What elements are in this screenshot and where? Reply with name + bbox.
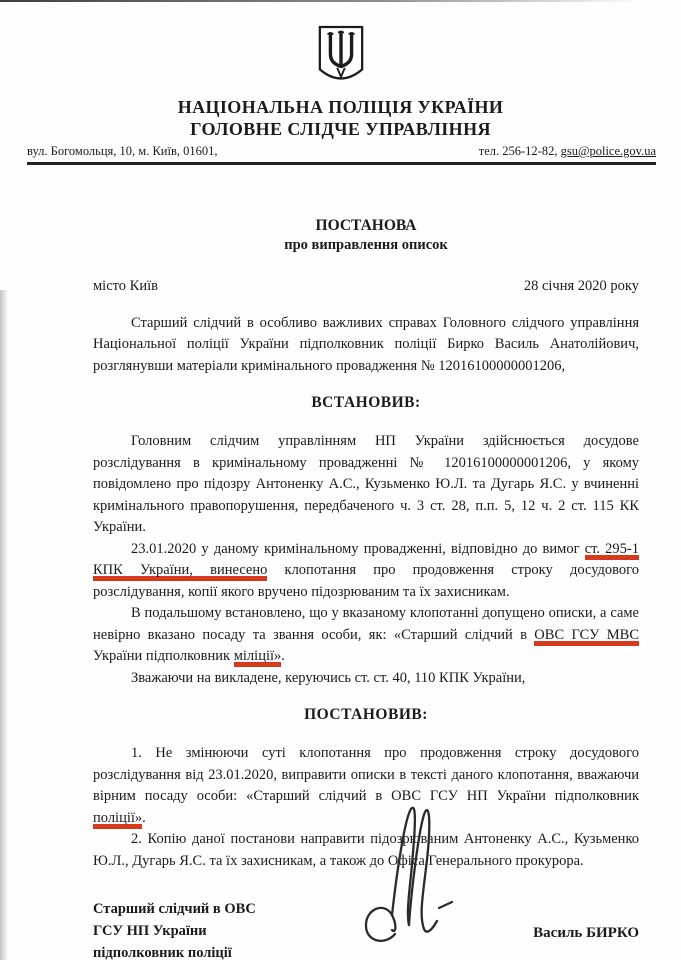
section-heading-established: ВСТАНОВИВ: — [311, 394, 421, 412]
section-heading-resolved: ПОСТАНОВИВ: — [304, 706, 428, 724]
red-marker-underline-segment: ст. 295-1 КПК України, винесено — [93, 541, 639, 582]
letterhead — [0, 0, 681, 141]
org-phone-email — [479, 144, 656, 159]
text-segment: України підполковник — [93, 648, 234, 665]
document-date: 28 січня 2020 року — [523, 277, 639, 294]
document-city: місто Київ — [93, 277, 158, 294]
red-marker-underline-segment: ОВС ГСУ МВС — [534, 627, 639, 646]
org-email: gsu@police.gov.ua — [560, 143, 656, 158]
text-segment: . — [142, 809, 146, 826]
red-marker-underline-segment: поліції» — [93, 810, 142, 829]
org-phone: тел. 256-12-82, — [478, 143, 561, 158]
org-name-line1: НАЦІОНАЛЬНА ПОЛІЦІЯ УКРАЇНИ — [177, 97, 504, 117]
document-subtitle: про виправлення описок — [284, 236, 448, 253]
established-paragraph-4: Зважаючи на викладене, керуючись ст. ст. 40, 110 КПК України, — [131, 669, 526, 686]
signer-position-line2: ГСУ НП України — [93, 923, 207, 940]
document-title: ПОСТАНОВА — [315, 216, 417, 234]
signer-position — [93, 898, 256, 964]
red-marker-underline-segment: міліції» — [234, 648, 282, 667]
preamble-paragraph: Старший слідчий в особливо важливих справах Головного слідчого управління Національної поліції України підполковник поліції Бирко Василь Анатолійович, розглянувши матеріали кримінального провадження № 12016100000001206, — [93, 314, 639, 374]
text-segment: 23.01.2020 у даному кримінальному провадженні, відповідно до вимог — [131, 540, 585, 557]
established-paragraph-2 — [93, 539, 639, 604]
letterhead-contact-row — [27, 144, 656, 165]
resolved-item-2: 2. Копію даної постанови направити підозрюваним Антоненку А.С., Кузьменко Ю.Л., Дугарь Я.С. та їх захисникам, а також до Офіса Генерального прокурора. — [93, 831, 639, 869]
signer-position-line3: підполковник поліції — [93, 945, 232, 962]
signer-position-line1: Старший слідчий в ОВС — [93, 901, 256, 918]
text-segment: . — [281, 648, 285, 665]
org-name-line2: ГОЛОВНЕ СЛІДЧЕ УПРАВЛІННЯ — [190, 118, 491, 139]
text-segment: В подальшому встановлено, що у вказаному клопотанні допущено описки, а саме невірно вказано посаду та звання особи, як: «Старший слідчий в — [93, 605, 639, 643]
text-segment: клопотання про продовження строку досудового розслідування, копії якого вручено підозрюваним та їх захисникам. — [93, 562, 639, 600]
place-date-row — [93, 278, 639, 295]
ukraine-trident-emblem-icon — [314, 24, 368, 97]
established-paragraph-3 — [93, 603, 639, 668]
scan-artifact-left-edge — [0, 290, 8, 960]
scan-artifact-top-edge — [0, 0, 640, 2]
established-paragraph-1: Головним слідчим управлінням НП України здійснюється досудове розслідування в кримінальному провадженні № 12016100000001206, у якому повідомлено про підозру Антоненку А.С., Кузьменко Ю.Л. та Дугарь Я.С. у вчиненні кримінального правопорушення, передбаченого ч. 3 ст. 28, п.п. 5, 12 ч. 2 ст. 115 КК України. — [93, 433, 639, 536]
handwritten-signature-icon — [348, 798, 468, 948]
org-address: вул. Богомольця, 10, м. Київ, 01601, — [27, 143, 218, 158]
signer-name: Василь БИРКО — [533, 925, 639, 942]
text-segment: 1. Не змінюючи суті клопотання про продовження строку досудового розслідування від 23.01.2020, виправити описки в тексті даного клопотання, вважаючи вірним посаду особи: «Старший слідчий в ОВС ГСУ НП України підполковник — [93, 745, 639, 805]
